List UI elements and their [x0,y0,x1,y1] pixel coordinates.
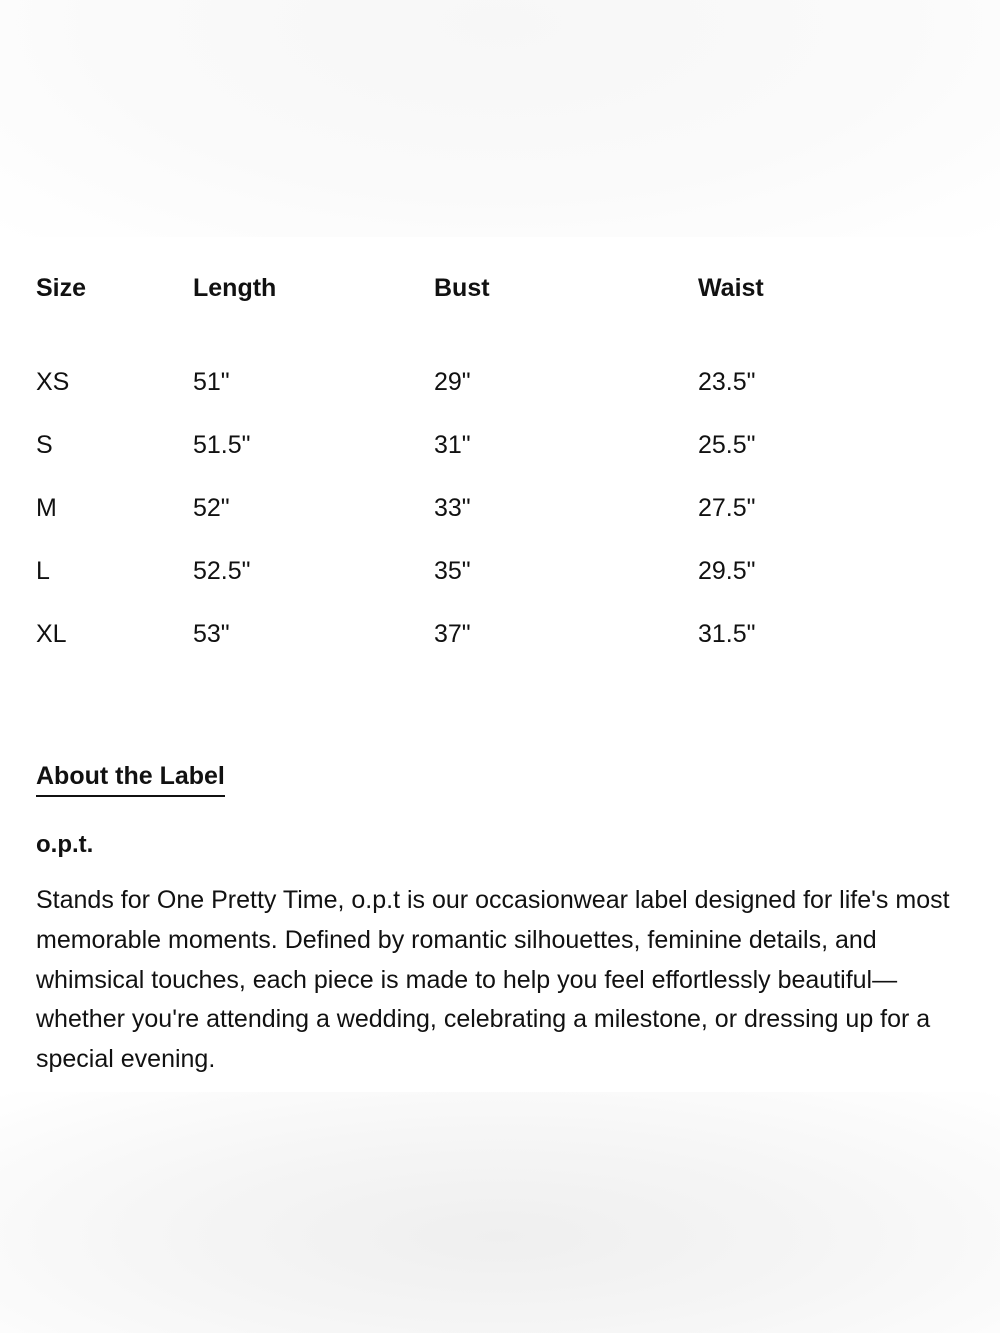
table-row [36,425,936,488]
column-header-length: Length [193,274,277,302]
table-row [36,488,936,551]
size-chart-table [36,268,936,677]
bust-cell: 33" [434,494,471,522]
length-cell: 52" [193,494,230,522]
waist-cell: 27.5" [698,494,756,522]
size-cell: M [36,494,57,522]
size-cell: L [36,557,50,585]
size-cell: XL [36,620,67,648]
about-the-label-link[interactable]: About the Label [36,758,225,797]
length-cell: 51.5" [193,431,251,459]
product-image-top-edge [0,0,1000,237]
length-cell: 53" [193,620,230,648]
waist-cell: 31.5" [698,620,756,648]
table-row [36,551,936,614]
bust-cell: 37" [434,620,471,648]
bust-cell: 35" [434,557,471,585]
size-cell: XS [36,368,70,396]
waist-cell: 23.5" [698,368,756,396]
size-cell: S [36,431,53,459]
table-row [36,614,936,677]
size-chart-header-row [36,268,936,350]
column-header-size: Size [36,274,87,302]
waist-cell: 29.5" [698,557,756,585]
column-header-waist: Waist [698,274,764,302]
length-cell: 51" [193,368,230,396]
product-image-bottom-edge [0,1092,1000,1333]
waist-cell: 25.5" [698,431,756,459]
length-cell: 52.5" [193,557,251,585]
column-header-bust: Bust [434,274,490,302]
table-row [36,362,936,425]
label-description: Stands for One Pretty Time, o.p.t is our occasionwear label designed for life's most memorable moments. Defined by romantic silhouettes, feminine details, and whimsical touches, each piece is made to help you feel effortlessly beautiful—whether you're attending a wedding, celebrating a milestone, or dressing up for a special evening. [36,886,950,1074]
bust-cell: 29" [434,368,471,396]
bust-cell: 31" [434,431,471,459]
label-name: o.p.t. [36,831,94,858]
